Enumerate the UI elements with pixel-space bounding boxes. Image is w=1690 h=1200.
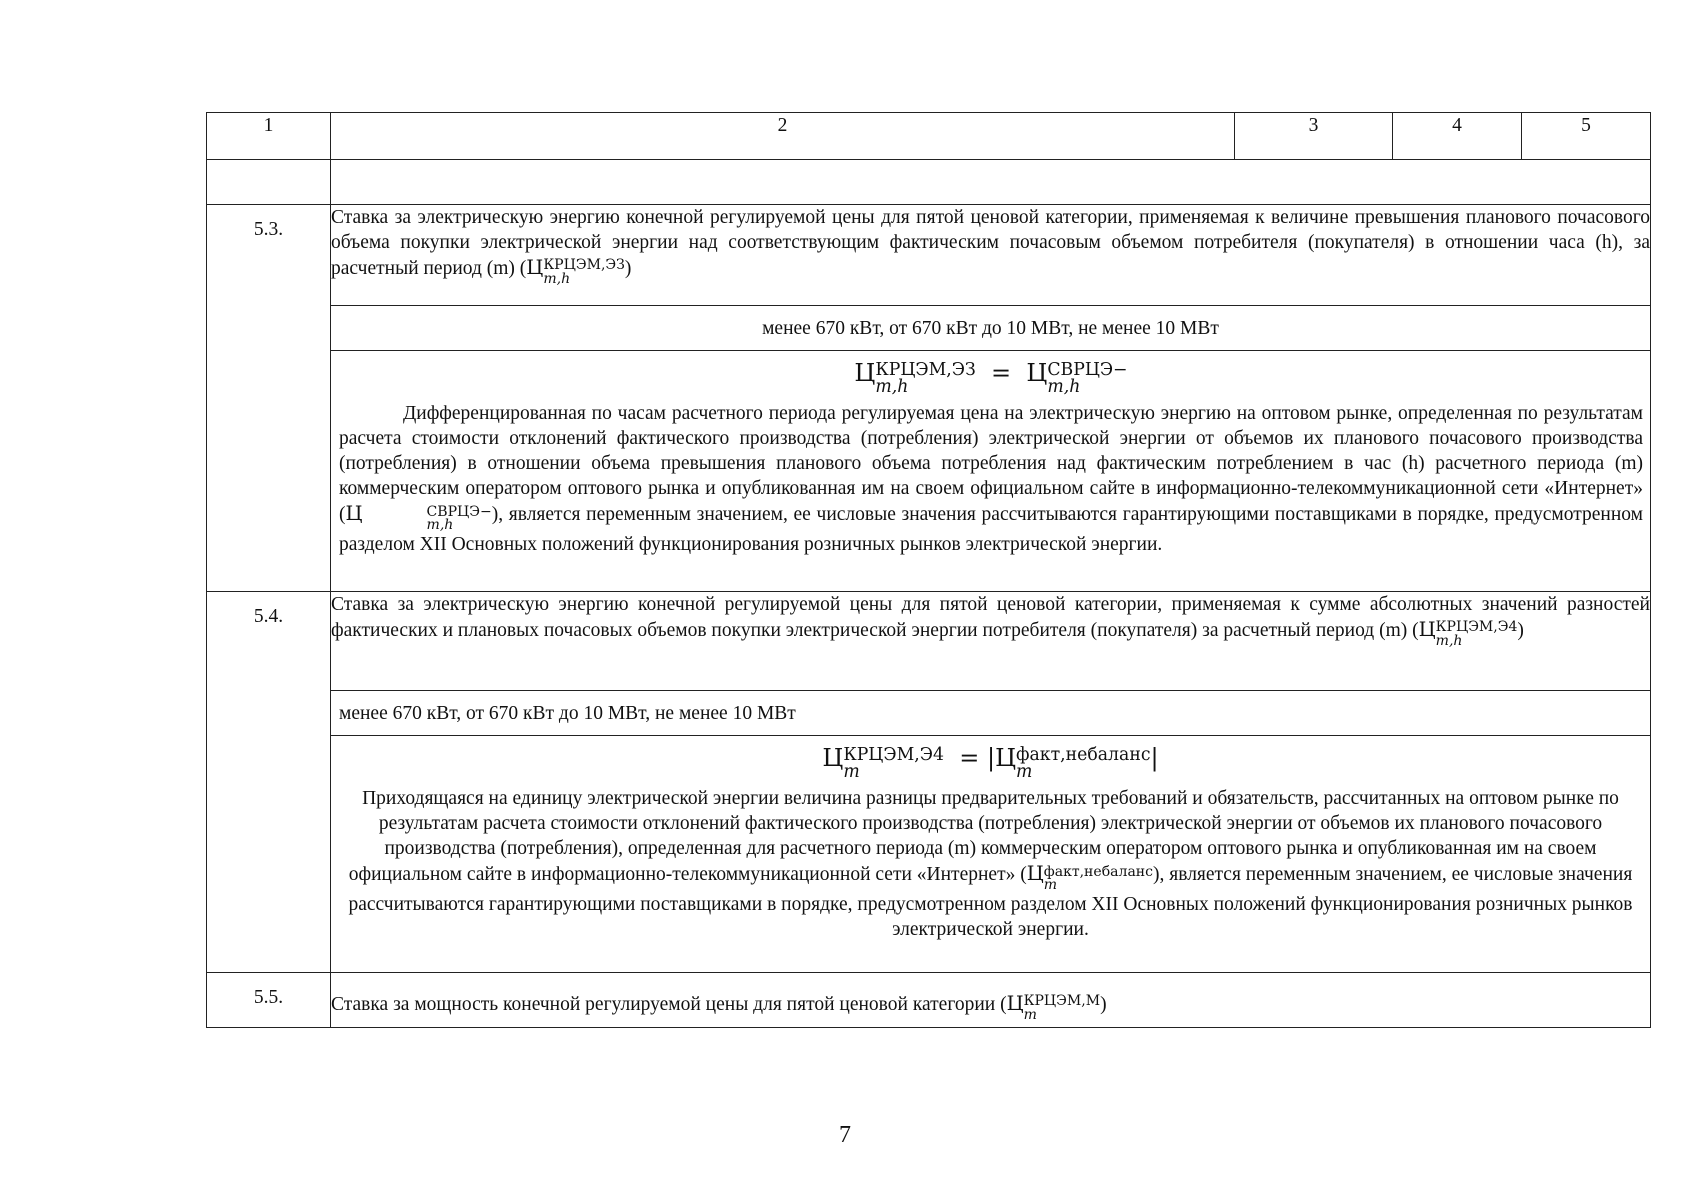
- price-symbol: Ц КРЦЭМ,М m: [1006, 992, 1101, 1023]
- row-5-3-title: [207, 205, 1651, 306]
- row-5-3-description: Дифференцированная по часам расчетного периода регулируемая цена на электрическую энергию на оптовом рынке, определенная по результатам расчета стоимости отклонений фактического производства (потребления) электрической энергии от объемов их планового почасового производства (потребления) в отношении объема превышения планового объема потребления над фактическим потреблением в час (h) расчетного периода (m) коммерческим оператором оптового рынка и опубликованная им на своем официальном сайте в информационно-телекоммуникационной сети «Интернет» (Ц СВРЦЭ− m,h ), является переменным значением, ее числовые значения рассчитываются гарантирующими поставщиками в порядке, предусмотренном разделом XII Основных положений функционирования розничных рынков электрической энергии.: [339, 403, 1643, 556]
- header-col-3: 3: [1235, 113, 1393, 160]
- row-number-5-3: 5.3.: [207, 205, 331, 592]
- row-5-3-formula-cell: [331, 351, 1651, 592]
- header-row: [207, 113, 1651, 160]
- row-5-4-capacity: [207, 691, 1651, 736]
- row-5-5-title-cell: [331, 973, 1651, 1028]
- row-5-5-title-text: Ставка за мощность конечной регулируемой цены для пятой ценовой категории (: [331, 994, 1007, 1015]
- blank-cell-content: [331, 160, 1651, 205]
- row-5-5-title-close: ): [1100, 994, 1107, 1015]
- row-5-4-title: [207, 592, 1651, 691]
- row-5-3-title-text: Ставка за электрическую энергию конечной регулируемой цены для пятой ценовой категории, применяемая к величине превышения планового почасового объема покупки электрической энергии над соответствующим фактическим почасовым объемом потребителя (покупателя) в отношении часа (h), за расчетный период (m) (: [331, 207, 1650, 279]
- blank-cell-number: [207, 160, 331, 205]
- formula-5-4: Ц КРЦЭМ,Э4 m = |Ц факт,небаланс m |: [822, 744, 1159, 782]
- row-5-4-capacity-cell: менее 670 кВт, от 670 кВт до 10 МВт, не менее 10 МВт: [331, 691, 1651, 736]
- row-5-3-capacity-cell: менее 670 кВт, от 670 кВт до 10 МВт, не менее 10 МВт: [331, 306, 1651, 351]
- row-5-3-title-close: ): [624, 258, 632, 279]
- row-5-3-title-cell: [331, 205, 1651, 306]
- blank-row: [207, 160, 1651, 205]
- header-col-1: 1: [207, 113, 331, 160]
- tariff-table: [206, 112, 1651, 1028]
- row-number-5-5: 5.5.: [207, 973, 331, 1028]
- header-col-5: 5: [1522, 113, 1651, 160]
- row-5-4-formula-cell: [331, 736, 1651, 973]
- row-5-4-description: Приходящаяся на единицу электрической энергии величина разницы предварительных требований и обязательств, рассчитанных на оптовом рынке по результатам расчета стоимости отклонений фактического производства (потребления) электрической энергии от объемов их планового почасового производства (потребления), определенная для расчетного периода (m) коммерческим оператором оптового рынка и опубликованная им на своем официальном сайте в информационно-телекоммуникационной сети «Интернет» (Ц факт,небаланс m ), является переменным значением, ее числовые значения рассчитываются гарантирующими поставщиками в порядке, предусмотренном разделом XII Основных положений функционирования розничных рынков электрической энергии.: [348, 788, 1633, 941]
- row-5-4-title-close: ): [1517, 620, 1524, 641]
- row-5-5-title: [207, 973, 1651, 1028]
- row-5-3-formula: [207, 351, 1651, 592]
- formula-5-3: Ц КРЦЭМ,ЭЗ m,h = Ц СВРЦЭ− m,h: [854, 359, 1128, 397]
- header-col-4: 4: [1393, 113, 1522, 160]
- row-number-5-4: 5.4.: [207, 592, 331, 973]
- row-5-4-title-cell: [331, 592, 1651, 691]
- page-number: 7: [839, 1122, 851, 1148]
- row-5-4-formula: [207, 736, 1651, 973]
- row-5-3-capacity: [207, 306, 1651, 351]
- price-symbol: Ц КРЦЭМ,Э4 m,h: [1418, 618, 1518, 649]
- header-col-2: 2: [331, 113, 1235, 160]
- price-symbol: Ц КРЦЭМ,ЭЗ m,h: [526, 256, 625, 287]
- row-5-4-title-text: Ставка за электрическую энергию конечной регулируемой цены для пятой ценовой категории, применяемая к сумме абсолютных значений разностей фактических и плановых почасовых объемов покупки электрической энергии потребителя (покупателя) за расчетный период (m) (: [331, 594, 1650, 641]
